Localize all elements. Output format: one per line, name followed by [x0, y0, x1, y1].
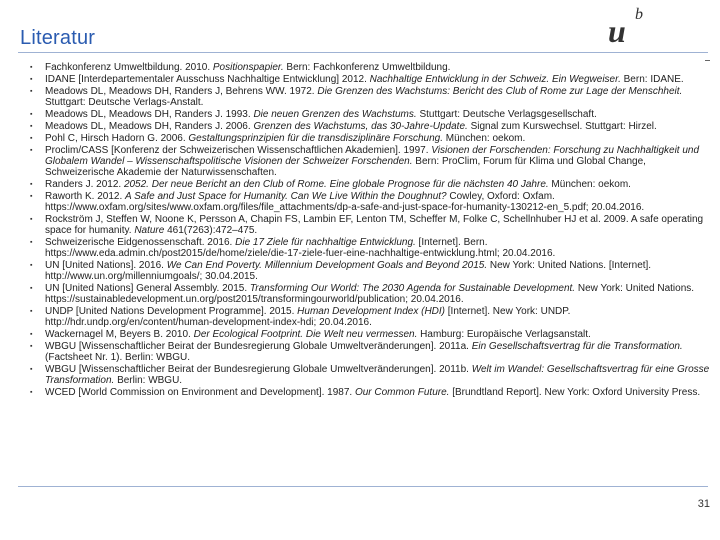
reference-item: ▪ Fachkonferenz Umweltbildung. 2010. Positionspapier. Bern: Fachkonferenz Umweltbildung. — [30, 62, 710, 73]
logo-letter-u: u — [608, 13, 626, 49]
reference-item: ▪ Wackernagel M, Beyers B. 2010. Der Ecological Footprint. Die Welt neu vermessen. Hamburg: Europäische Verlagsanstalt. — [30, 329, 710, 340]
page-number: 31 — [697, 498, 710, 510]
footer — [0, 486, 720, 526]
reference-item: ▪ Meadows DL, Meadows DH, Randers J. 1993. Die neuen Grenzen des Wachstums. Stuttgart: Deutsche Verlagsgesellschaft. — [30, 109, 710, 120]
reference-item: ▪ Meadows DL, Meadows DH, Randers J, Behrens WW. 1972. Die Grenzen des Wachstums: Bericht des Club of Rome zur Lage der Menschheit. Stuttgart: Deutsche Verlags-Anstalt. — [30, 86, 710, 108]
reference-item: ▪ WCED [World Commission on Environment and Development]. 1987. Our Common Future. [Brundtland Report]. New York: Oxford University Press. — [30, 387, 710, 398]
university-logo — [608, 6, 648, 52]
reference-item: ▪ Pohl C, Hirsch Hadorn G. 2006. Gestaltungsprinzipien für die transdisziplinäre Forschung. München: oekom. — [30, 133, 710, 144]
footer-divider — [18, 486, 708, 487]
reference-item: ▪ UNDP [United Nations Development Programme]. 2015. Human Development Index (HDI) [Internet]. New York: UNDP. http://hdr.undp.org/en/content/human-development-index-hdi; 20.04.2016. — [30, 306, 710, 328]
reference-item: ▪ UN [United Nations]. 2016. We Can End Poverty. Millennium Development Goals and Beyond 2015. New York: United Nations. [Internet]. http://www.un.org/millenniumgoals/; 30.04.2015. — [30, 260, 710, 282]
corner-mark — [705, 60, 710, 61]
page-title: Literatur — [20, 27, 96, 49]
reference-item: ▪ WBGU [Wissenschaftlicher Beirat der Bundesregierung Globale Umweltveränderungen]. 2011b. Welt im Wandel: Gesellschaftsvertrag für eine Grosse Transformation. Berlin: WBGU. — [30, 364, 710, 386]
reference-item: ▪ Rockström J, Steffen W, Noone K, Persson A, Chapin FS, Lambin EF, Lenton TM, Scheffer M, Folke C, Schellnhuber HJ et al. 2009. A safe operating space for humanity. Nature 461(7263):472–475. — [30, 214, 710, 236]
title-divider — [18, 52, 708, 53]
reference-item: ▪ IDANE [Interdepartementaler Ausschuss Nachhaltige Entwicklung] 2012. Nachhaltige Entwicklung in der Schweiz. Ein Wegweiser. Bern: IDANE. — [30, 74, 710, 85]
reference-list — [30, 62, 710, 399]
reference-item: ▪ Randers J. 2012. 2052. Der neue Bericht an den Club of Rome. Eine globale Prognose für die nächsten 40 Jahre. München: oekom. — [30, 179, 710, 190]
reference-item: ▪ UN [United Nations] General Assembly. 2015. Transforming Our World: The 2030 Agenda for Sustainable Development. New York: United Nations. https://sustainabledevelopment.un.org/post2015/transformingourworld/publication; 20.04.2016. — [30, 283, 710, 305]
logo-letter-b: b — [635, 6, 643, 23]
reference-item: ▪ Schweizerische Eidgenossenschaft. 2016. Die 17 Ziele für nachhaltige Entwicklung. [Internet]. Bern. https://www.eda.admin.ch/post2015/de/home/ziele/die-17-ziele-fuer-eine-nachhaltige-entwicklung.html; 20.04.2016. — [30, 237, 710, 259]
reference-item: ▪ Proclim/CASS [Konferenz der Schweizerischen Wissenschaftlichen Akademien]. 1997. Visionen der Forschenden: Forschung zu Nachhaltigkeit und Globalem Wandel – Wissenschaftspolitische Visionen der Schweizer Forschenden. Bern: ProClim, Forum für Klima und Global Change, Schweizerische Akademie der Naturwissenschaften. — [30, 145, 710, 179]
reference-item: ▪ Meadows DL, Meadows DH, Randers J. 2006. Grenzen des Wachstums, das 30-Jahre-Update. Signal zum Kurswechsel. Stuttgart: Hirzel. — [30, 121, 710, 132]
reference-item: ▪ Raworth K. 2012. A Safe and Just Space for Humanity. Can We Live Within the Doughnut? Cowley, Oxford: Oxfam. https://www.oxfam.org/sites/www.oxfam.org/files/file_attachments/dp-a-safe-and-just-space-for-humanity-130212-en_5.pdf; 20.04.2016. — [30, 191, 710, 213]
reference-item: ▪ WBGU [Wissenschaftlicher Beirat der Bundesregierung Globale Umweltveränderungen]. 2011a. Ein Gesellschaftsvertrag für die Transformation. (Factsheet Nr. 1). Berlin: WBGU. — [30, 341, 710, 363]
